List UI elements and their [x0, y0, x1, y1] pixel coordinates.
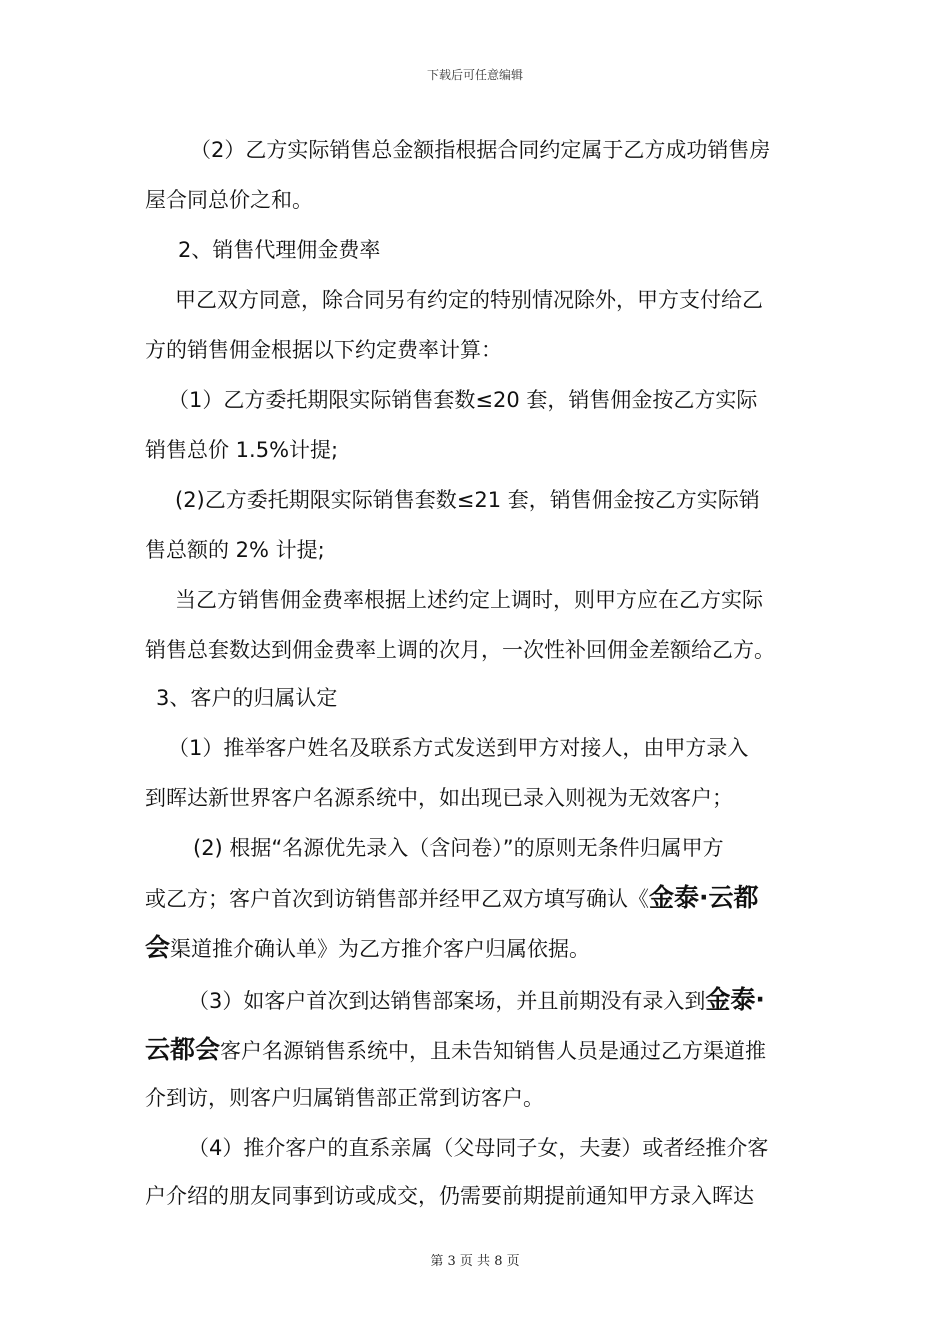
- paragraph-line: (2)乙方委托期限实际销售套数≤21 套，销售佣金按乙方实际销: [175, 488, 760, 512]
- paragraph-line: [188, 986, 765, 1015]
- text-run: （3）如客户首次到达销售部案场，并且前期没有录入到: [188, 989, 706, 1013]
- section-heading: 2、销售代理佣金费率: [178, 238, 381, 262]
- paragraph-line: （1）乙方委托期限实际销售套数≤20 套，销售佣金按乙方实际: [168, 388, 758, 412]
- paragraph-line: (2) 根据“名源优先录入（含问卷）”的原则无条件归属甲方: [193, 836, 724, 860]
- paragraph-line: 介到访，则客户归属销售部正常到访客户。: [145, 1086, 544, 1110]
- project-name: 会: [145, 933, 171, 962]
- paragraph-line: [145, 1036, 766, 1065]
- text-run: 客户名源销售系统中，且未告知销售人员是通过乙方渠道推: [220, 1039, 767, 1063]
- project-name: 金泰·: [705, 985, 765, 1014]
- paragraph-line: 售总额的 2% 计提;: [145, 538, 325, 562]
- paragraph-line: 当乙方销售佣金费率根据上述约定上调时，则甲方应在乙方实际: [175, 588, 763, 612]
- text-run: 或乙方；客户首次到访销售部并经甲乙双方填写确认《: [145, 887, 649, 911]
- paragraph-line: （2）乙方实际销售总金额指根据合同约定属于乙方成功销售房: [190, 138, 771, 162]
- paragraph-line: 户介绍的朋友同事到访或成交，仍需要前期提前通知甲方录入晖达: [145, 1184, 754, 1208]
- project-name: 云都会: [145, 1035, 221, 1064]
- page-number-footer: 第 3 页 共 8 页: [430, 1254, 520, 1269]
- text-run: 渠道推介确认单》为乙方推介客户归属依据。: [170, 937, 591, 961]
- project-name: 金泰·云都: [649, 883, 759, 912]
- paragraph-line: [145, 884, 759, 913]
- paragraph-line: （1）推举客户姓名及联系方式发送到甲方对接人，由甲方录入: [168, 736, 749, 760]
- paragraph-line: [145, 934, 590, 963]
- paragraph-line: 销售总价 1.5%计提;: [145, 438, 339, 462]
- paragraph-line: 方的销售佣金根据以下约定费率计算：: [145, 338, 502, 362]
- paragraph-line: 屋合同总价之和。: [145, 188, 313, 212]
- section-heading: 3、客户的归属认定: [156, 686, 338, 710]
- paragraph-line: 到晖达新世界客户名源系统中，如出现已录入则视为无效客户；: [145, 786, 733, 810]
- paragraph-line: 销售总套数达到佣金费率上调的次月，一次性补回佣金差额给乙方。: [145, 638, 775, 662]
- paragraph-line: 甲乙双方同意，除合同另有约定的特别情况除外，甲方支付给乙: [175, 288, 763, 312]
- paragraph-line: （4）推介客户的直系亲属（父母同子女，夫妻）或者经推介客: [188, 1136, 769, 1160]
- page-header-note: 下载后可任意编辑: [426, 68, 523, 82]
